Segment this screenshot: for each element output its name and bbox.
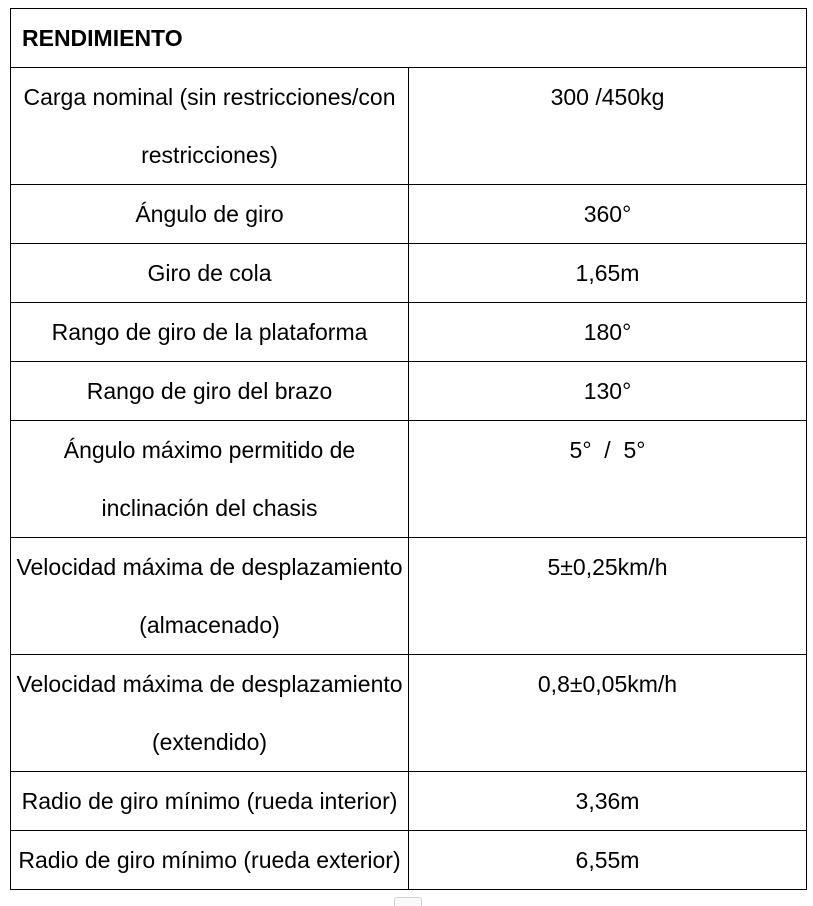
spec-label: Velocidad máxima de desplazamiento (almacenado) [11, 538, 409, 655]
table-row [11, 244, 807, 303]
spec-value: 180° [409, 303, 807, 362]
page-edge-tab [394, 897, 422, 906]
spec-value: 6,55m [409, 831, 807, 890]
table-row [11, 303, 807, 362]
table-row [11, 772, 807, 831]
spec-label: Ángulo máximo permitido de inclinación del chasis [11, 421, 409, 538]
table-row [11, 68, 807, 185]
spec-value: 5° / 5° [409, 421, 807, 538]
spec-value: 360° [409, 185, 807, 244]
spec-label: Velocidad máxima de desplazamiento (extendido) [11, 655, 409, 772]
spec-value: 5±0,25km/h [409, 538, 807, 655]
table-row [11, 538, 807, 655]
spec-value: 0,8±0,05km/h [409, 655, 807, 772]
spec-value: 3,36m [409, 772, 807, 831]
table-header-row [11, 9, 807, 68]
table-title: RENDIMIENTO [11, 9, 807, 68]
spec-label: Radio de giro mínimo (rueda exterior) [11, 831, 409, 890]
spec-label: Giro de cola [11, 244, 409, 303]
table-row [11, 655, 807, 772]
spec-value: 300 /450kg [409, 68, 807, 185]
spec-value: 130° [409, 362, 807, 421]
spec-label: Rango de giro del brazo [11, 362, 409, 421]
table-row [11, 831, 807, 890]
spec-label: Radio de giro mínimo (rueda interior) [11, 772, 409, 831]
table-row [11, 185, 807, 244]
performance-table [10, 8, 807, 890]
spec-label: Rango de giro de la plataforma [11, 303, 409, 362]
spec-value: 1,65m [409, 244, 807, 303]
spec-label: Carga nominal (sin restricciones/con restricciones) [11, 68, 409, 185]
table-row [11, 362, 807, 421]
table-row [11, 421, 807, 538]
spec-label: Ángulo de giro [11, 185, 409, 244]
